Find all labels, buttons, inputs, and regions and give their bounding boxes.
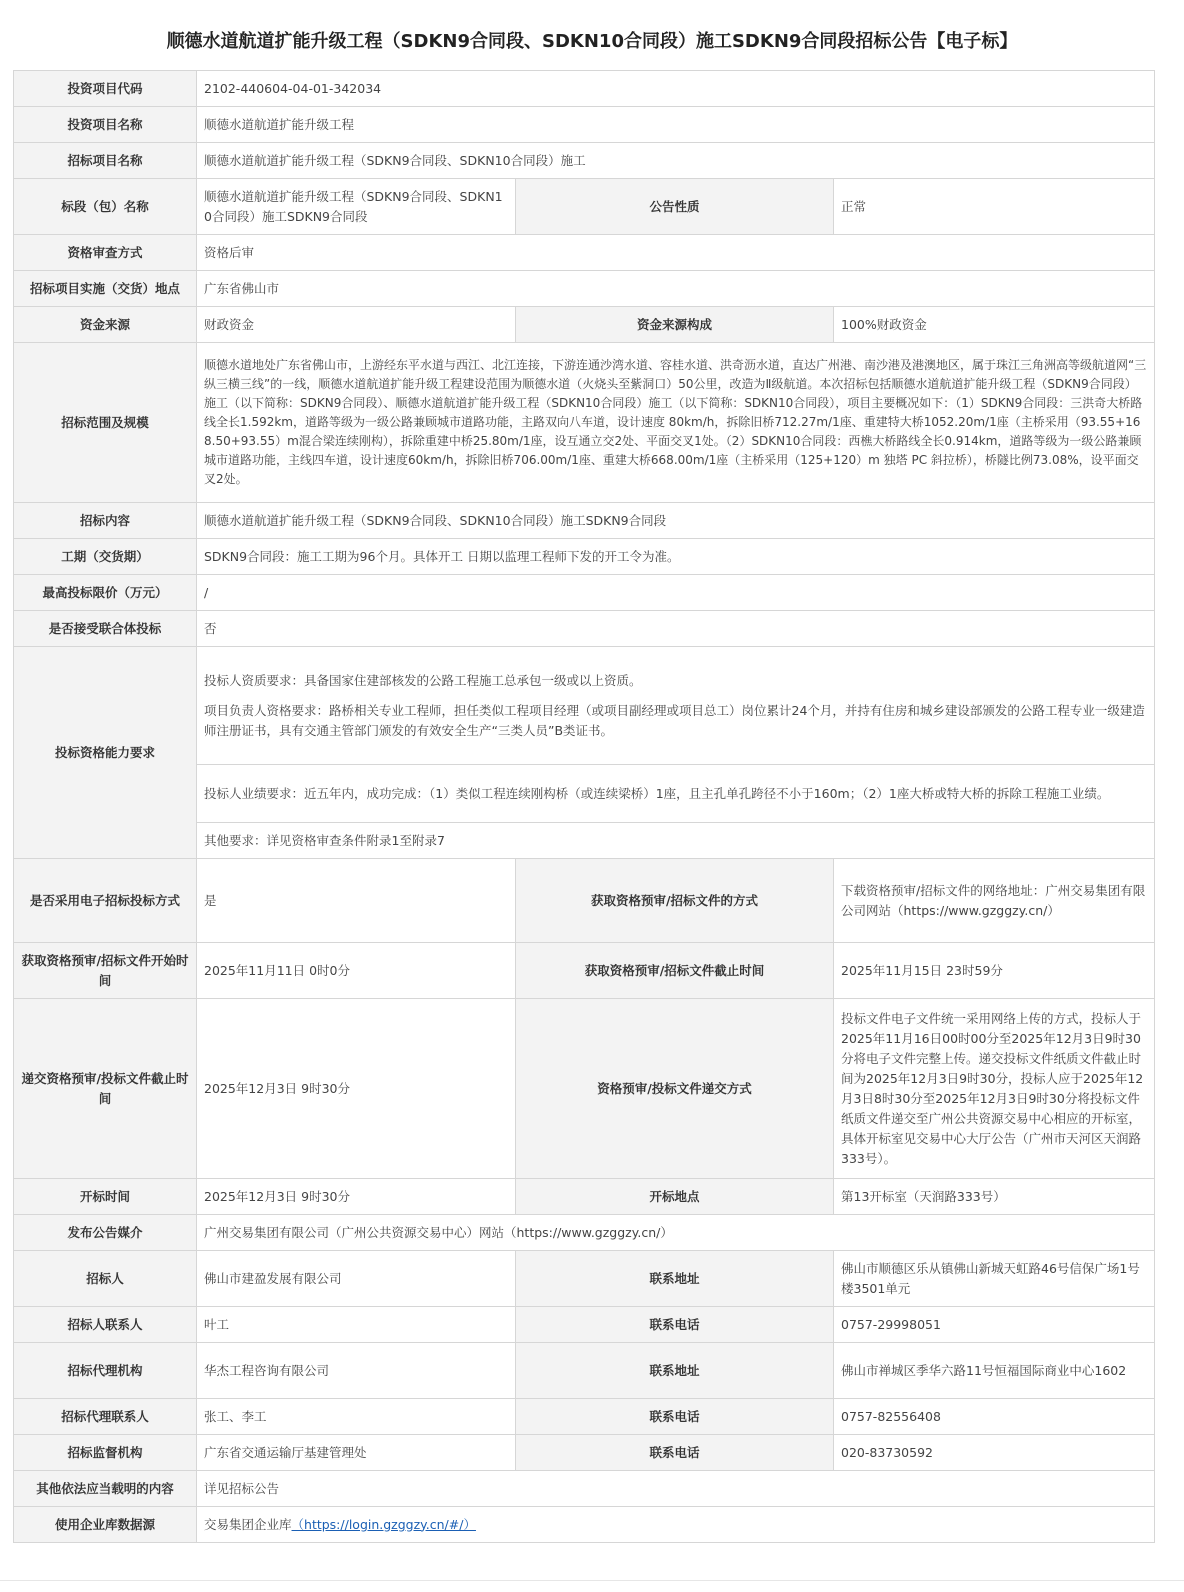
table-row (14, 1399, 1155, 1435)
value-tenderer-address: 佛山市顺德区乐从镇佛山新城天虹路46号信保广场1号楼3501单元 (834, 1251, 1155, 1307)
label-notice-nature: 公告性质 (516, 179, 834, 235)
table-row (14, 1471, 1155, 1507)
label-tenderer-contact: 招标人联系人 (14, 1307, 197, 1343)
table-row (14, 343, 1155, 503)
value-notice-nature: 正常 (834, 179, 1155, 235)
page-title: 顺德水道航道扩能升级工程（SDKN9合同段、SDKN10合同段）施工SDKN9合同段招标公告【电子标】 (166, 31, 1018, 52)
label-doc-method: 获取资格预审/招标文件的方式 (516, 859, 834, 943)
table-row (14, 143, 1155, 179)
table-row (14, 999, 1155, 1179)
label-submit-method: 资格预审/投标文件递交方式 (516, 999, 834, 1179)
value-doc-end: 2025年11月15日 23时59分 (834, 943, 1155, 999)
label-review-method: 资格审查方式 (14, 235, 197, 271)
value-qualification-main (197, 647, 1155, 765)
value-location: 广东省佛山市 (197, 271, 1155, 307)
value-supervisor: 广东省交通运输厅基建管理处 (197, 1435, 516, 1471)
value-agency-contact: 张工、李工 (197, 1399, 516, 1435)
label-doc-end: 获取资格预审/招标文件截止时间 (516, 943, 834, 999)
label-agency-contact: 招标代理联系人 (14, 1399, 197, 1435)
label-supervisor: 招标监督机构 (14, 1435, 197, 1471)
label-section-name: 标段（包）名称 (14, 179, 197, 235)
notice-table (13, 70, 1155, 1543)
value-tenderer-phone: 0757-29998051 (834, 1307, 1155, 1343)
label-opening-time: 开标时间 (14, 1179, 197, 1215)
value-doc-method: 下载资格预审/招标文件的网络地址：广州交易集团有限公司网站（https://www.gzggzy.cn/） (834, 859, 1155, 943)
table-row (14, 307, 1155, 343)
label-location: 招标项目实施（交货）地点 (14, 271, 197, 307)
label-agency-phone: 联系电话 (516, 1399, 834, 1435)
label-electronic: 是否采用电子招标投标方式 (14, 859, 197, 943)
table-row (14, 611, 1155, 647)
value-review-method: 资格后审 (197, 235, 1155, 271)
label-scope: 招标范围及规模 (14, 343, 197, 503)
value-opening-place: 第13开标室（天润路333号） (834, 1179, 1155, 1215)
value-project-name: 顺德水道航道扩能升级工程 (197, 107, 1155, 143)
value-enterprise-db (197, 1507, 1155, 1543)
table-row (14, 179, 1155, 235)
value-fund-source: 财政资金 (197, 307, 516, 343)
label-tenderer-address: 联系地址 (516, 1251, 834, 1307)
value-tender-project-name: 顺德水道航道扩能升级工程（SDKN9合同段、SDKN10合同段）施工 (197, 143, 1155, 179)
table-row (14, 539, 1155, 575)
label-fund-composition: 资金来源构成 (516, 307, 834, 343)
table-row (14, 1307, 1155, 1343)
label-duration: 工期（交货期） (14, 539, 197, 575)
value-media: 广州交易集团有限公司（广州公共资源交易中心）网站（https://www.gzggzy.cn/） (197, 1215, 1155, 1251)
label-content: 招标内容 (14, 503, 197, 539)
value-tenderer-contact: 叶工 (197, 1307, 516, 1343)
label-project-name: 投资项目名称 (14, 107, 197, 143)
enterprise-db-name: 交易集团企业库 (204, 1516, 292, 1532)
value-project-code: 2102-440604-04-01-342034 (197, 71, 1155, 107)
table-row (14, 271, 1155, 307)
label-media: 发布公告媒介 (14, 1215, 197, 1251)
table-row (14, 1507, 1155, 1543)
label-supervisor-phone: 联系电话 (516, 1435, 834, 1471)
value-agency-address: 佛山市禅城区季华六路11号恒福国际商业中心1602 (834, 1343, 1155, 1399)
value-other-content: 详见招标公告 (197, 1471, 1155, 1507)
label-qualification: 投标资格能力要求 (14, 647, 197, 859)
value-agency-phone: 0757-82556408 (834, 1399, 1155, 1435)
qualification-manager: 项目负责人资格要求：路桥相关专业工程师，担任类似工程项目经理（或项目副经理或项目总工）岗位累计24个月，并持有住房和城乡建设部颁发的公路工程专业一级建造师注册证书，具有交通主管部门颁发的有效安全生产“三类人员”B类证书。 (204, 702, 1145, 738)
table-row (14, 1179, 1155, 1215)
value-electronic: 是 (197, 859, 516, 943)
label-max-price: 最高投标限价（万元） (14, 575, 197, 611)
table-row (14, 1435, 1155, 1471)
value-agency: 华杰工程咨询有限公司 (197, 1343, 516, 1399)
value-scope: 顺德水道地处广东省佛山市，上游经东平水道与西江、北江连接，下游连通沙湾水道、容桂水道、洪奇沥水道，直达广州港、南沙港及港澳地区，属于珠江三角洲高等级航道网“三纵三横三线”的一线，顺德水道航道扩能升级工程建设范围为顺德水道（火烧头至紫洞口）50公里，改造为Ⅱ级航道。本次招标包括顺德水道航道扩能升级工程（SDKN9合同段）施工（以下简称：SDKN9合同段）、顺德水道航道扩能升级工程（SDKN10合同段）施工（以下简称：SDKN10合同段），项目主要概况如下：（1）SDKN9合同段：三洪奇大桥路线全长1.592km，道路等级为一级公路兼顾城市道路功能，主路双向八车道，设计速度 80km/h，拆除旧桥712.27m/1座、重建特大桥1052.20m/1座（主桥采用（93.55+168.50+93.55）m混合梁连续刚构），拆除重建中桥25.80m/1座，设互通立交2处、平面交叉1处。（2）SDKN10合同段：西樵大桥路线全长0.914km，道路等级为一级公路兼顾城市道路功能，主线四车道，设计速度60km/h，拆除旧桥706.00m/1座、重建大桥668.00m/1座（主桥采用（125+120）m 独塔 PC 斜拉桥），桥隧比例73.08%，设平面交叉2处。 (197, 343, 1155, 503)
table-row (14, 71, 1155, 107)
value-consortium: 否 (197, 611, 1155, 647)
table-row (14, 1251, 1155, 1307)
label-agency-address: 联系地址 (516, 1343, 834, 1399)
table-row (14, 1343, 1155, 1399)
label-project-code: 投资项目代码 (14, 71, 197, 107)
table-row (14, 235, 1155, 271)
label-tenderer: 招标人 (14, 1251, 197, 1307)
value-fund-composition: 100%财政资金 (834, 307, 1155, 343)
enterprise-db-link[interactable]: （https://login.gzggzy.cn/#/） (291, 1516, 476, 1532)
table-row (14, 575, 1155, 611)
table-row (14, 1215, 1155, 1251)
label-consortium: 是否接受联合体投标 (14, 611, 197, 647)
value-opening-time: 2025年12月3日 9时30分 (197, 1179, 516, 1215)
label-other-content: 其他依法应当载明的内容 (14, 1471, 197, 1507)
table-row (14, 503, 1155, 539)
label-opening-place: 开标地点 (516, 1179, 834, 1215)
qualification-performance: 投标人业绩要求：近五年内，成功完成：（1）类似工程连续刚构桥（或连续梁桥）1座，且主孔单孔跨径不小于160m；（2）1座大桥或特大桥的拆除工程施工业绩。 (197, 765, 1155, 823)
table-row (14, 107, 1155, 143)
value-max-price: / (197, 575, 1155, 611)
value-doc-start: 2025年11月11日 0时0分 (197, 943, 516, 999)
table-row (14, 859, 1155, 943)
label-submit-deadline: 递交资格预审/投标文件截止时间 (14, 999, 197, 1179)
value-section-name: 顺德水道航道扩能升级工程（SDKN9合同段、SDKN10合同段）施工SDKN9合同段 (197, 179, 516, 235)
value-content: 顺德水道航道扩能升级工程（SDKN9合同段、SDKN10合同段）施工SDKN9合同段 (197, 503, 1155, 539)
label-tender-project-name: 招标项目名称 (14, 143, 197, 179)
value-duration: SDKN9合同段：施工工期为96个月。具体开工 日期以监理工程师下发的开工令为准。 (197, 539, 1155, 575)
label-fund-source: 资金来源 (14, 307, 197, 343)
page-bottom-divider (0, 1580, 1184, 1581)
qualification-other: 其他要求：详见资格审查条件附录1至附录7 (197, 823, 1155, 859)
label-enterprise-db: 使用企业库数据源 (14, 1507, 197, 1543)
qualification-bidder: 投标人资质要求：具备国家住建部核发的公路工程施工总承包一级或以上资质。 (204, 672, 642, 688)
table-row (14, 647, 1155, 765)
value-submit-method: 投标文件电子文件统一采用网络上传的方式，投标人于2025年11月16日00时00分至2025年12月3日9时30分将电子文件完整上传。递交投标文件纸质文件截止时间为2025年12月3日9时30分，投标人应于2025年12月3日8时30分至2025年12月3日9时30分将投标文件纸质文件递交至广州公共资源交易中心相应的开标室，具体开标室见交易中心大厅公告（广州市天河区天润路333号）。 (834, 999, 1155, 1179)
label-agency: 招标代理机构 (14, 1343, 197, 1399)
label-tenderer-phone: 联系电话 (516, 1307, 834, 1343)
value-submit-deadline: 2025年12月3日 9时30分 (197, 999, 516, 1179)
label-doc-start: 获取资格预审/招标文件开始时间 (14, 943, 197, 999)
table-row (14, 943, 1155, 999)
value-tenderer: 佛山市建盈发展有限公司 (197, 1251, 516, 1307)
value-supervisor-phone: 020-83730592 (834, 1435, 1155, 1471)
